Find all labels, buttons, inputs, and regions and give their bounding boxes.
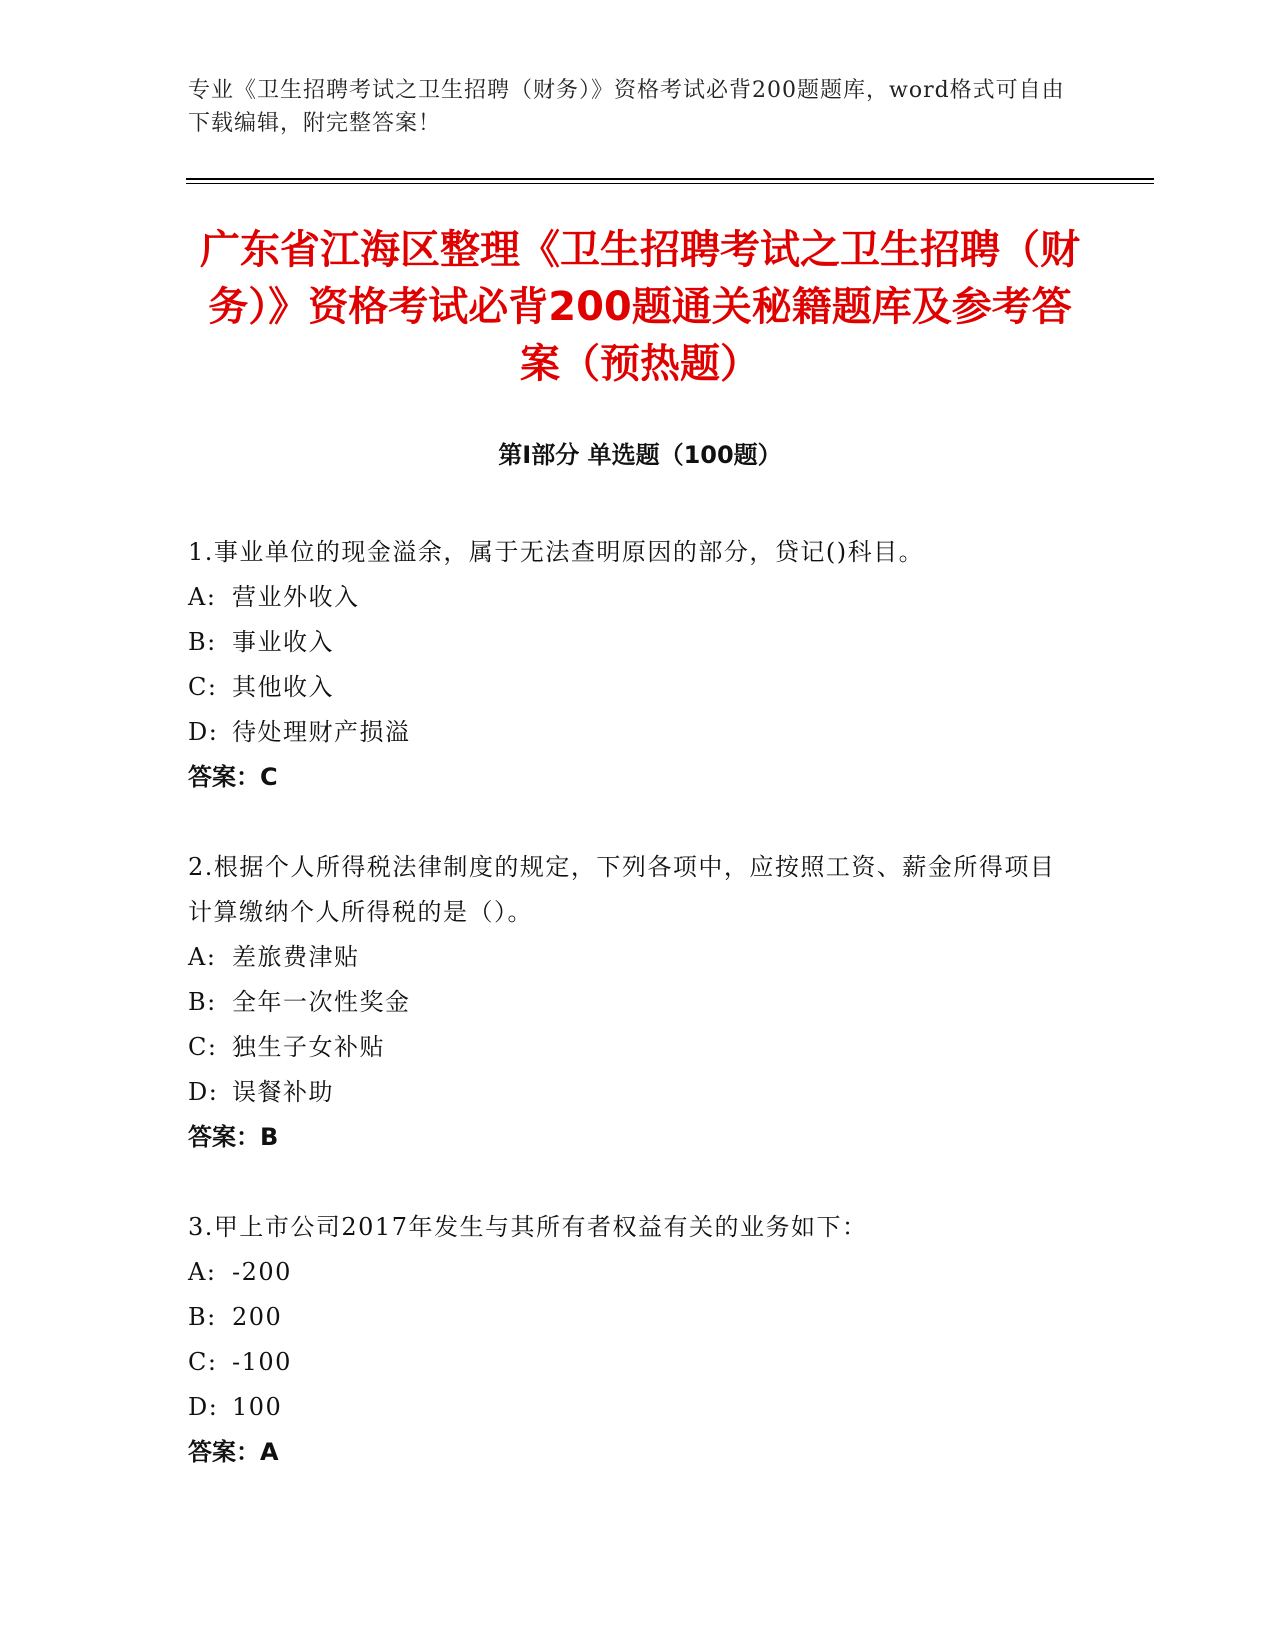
option-text: -200 — [232, 1258, 292, 1286]
answer-line: 答案：A — [188, 1438, 279, 1466]
option-text: -100 — [232, 1348, 292, 1376]
option-d — [188, 1070, 1068, 1115]
option-text: 营业外收入 — [232, 583, 360, 611]
option-c — [188, 1340, 1068, 1385]
question-stem: 1.事业单位的现金溢余，属于无法查明原因的部分，贷记()科目。 — [188, 538, 925, 566]
option-key: C: — [188, 1348, 218, 1376]
header-note: 专业《卫生招聘考试之卫生招聘（财务）》资格考试必背200题题库，word格式可自由下载编辑，附完整答案！ — [188, 78, 1065, 136]
document-title: 广东省江海区整理《卫生招聘考试之卫生招聘（财务）》资格考试必背200题通关秘籍题库及参考答案（预热题） — [200, 227, 1080, 387]
option-b — [188, 1295, 1068, 1340]
option-key: B: — [188, 1303, 217, 1331]
question-2 — [188, 845, 1068, 1160]
answer-line: 答案：C — [188, 763, 278, 791]
option-key: B: — [188, 628, 217, 656]
option-a — [188, 935, 1068, 980]
option-key: B: — [188, 988, 217, 1016]
option-key: D: — [188, 1078, 219, 1106]
option-text: 差旅费津贴 — [232, 943, 360, 971]
option-key: C: — [188, 673, 218, 701]
option-d — [188, 1385, 1068, 1430]
option-a — [188, 575, 1068, 620]
option-b — [188, 980, 1068, 1025]
option-c — [188, 665, 1068, 710]
option-c — [188, 1025, 1068, 1070]
option-key: D: — [188, 1393, 219, 1421]
option-text: 100 — [232, 1393, 283, 1421]
option-key: A: — [188, 943, 217, 971]
header-divider-thick — [186, 178, 1154, 180]
option-key: C: — [188, 1033, 218, 1061]
question-1 — [188, 530, 1068, 800]
question-3 — [188, 1205, 1068, 1475]
option-text: 独生子女补贴 — [232, 1033, 385, 1061]
option-text: 全年一次性奖金 — [232, 988, 411, 1016]
option-d — [188, 710, 1068, 755]
option-key: A: — [188, 1258, 217, 1286]
option-text: 事业收入 — [232, 628, 334, 656]
option-key: D: — [188, 718, 219, 746]
option-b — [188, 620, 1068, 665]
section-title: 第Ⅰ部分 单选题（100题） — [498, 441, 782, 469]
question-stem: 2.根据个人所得税法律制度的规定，下列各项中，应按照工资、薪金所得项目计算缴纳个人所得税的是（）。 — [188, 853, 1056, 926]
option-text: 待处理财产损溢 — [232, 718, 411, 746]
option-text: 200 — [232, 1303, 283, 1331]
option-text: 误餐补助 — [232, 1078, 334, 1106]
question-list — [188, 530, 1068, 1520]
option-text: 其他收入 — [232, 673, 334, 701]
question-stem: 3.甲上市公司2017年发生与其所有者权益有关的业务如下： — [188, 1213, 868, 1241]
header-divider-thin — [186, 183, 1154, 184]
option-a — [188, 1250, 1068, 1295]
option-key: A: — [188, 583, 217, 611]
answer-line: 答案：B — [188, 1123, 279, 1151]
